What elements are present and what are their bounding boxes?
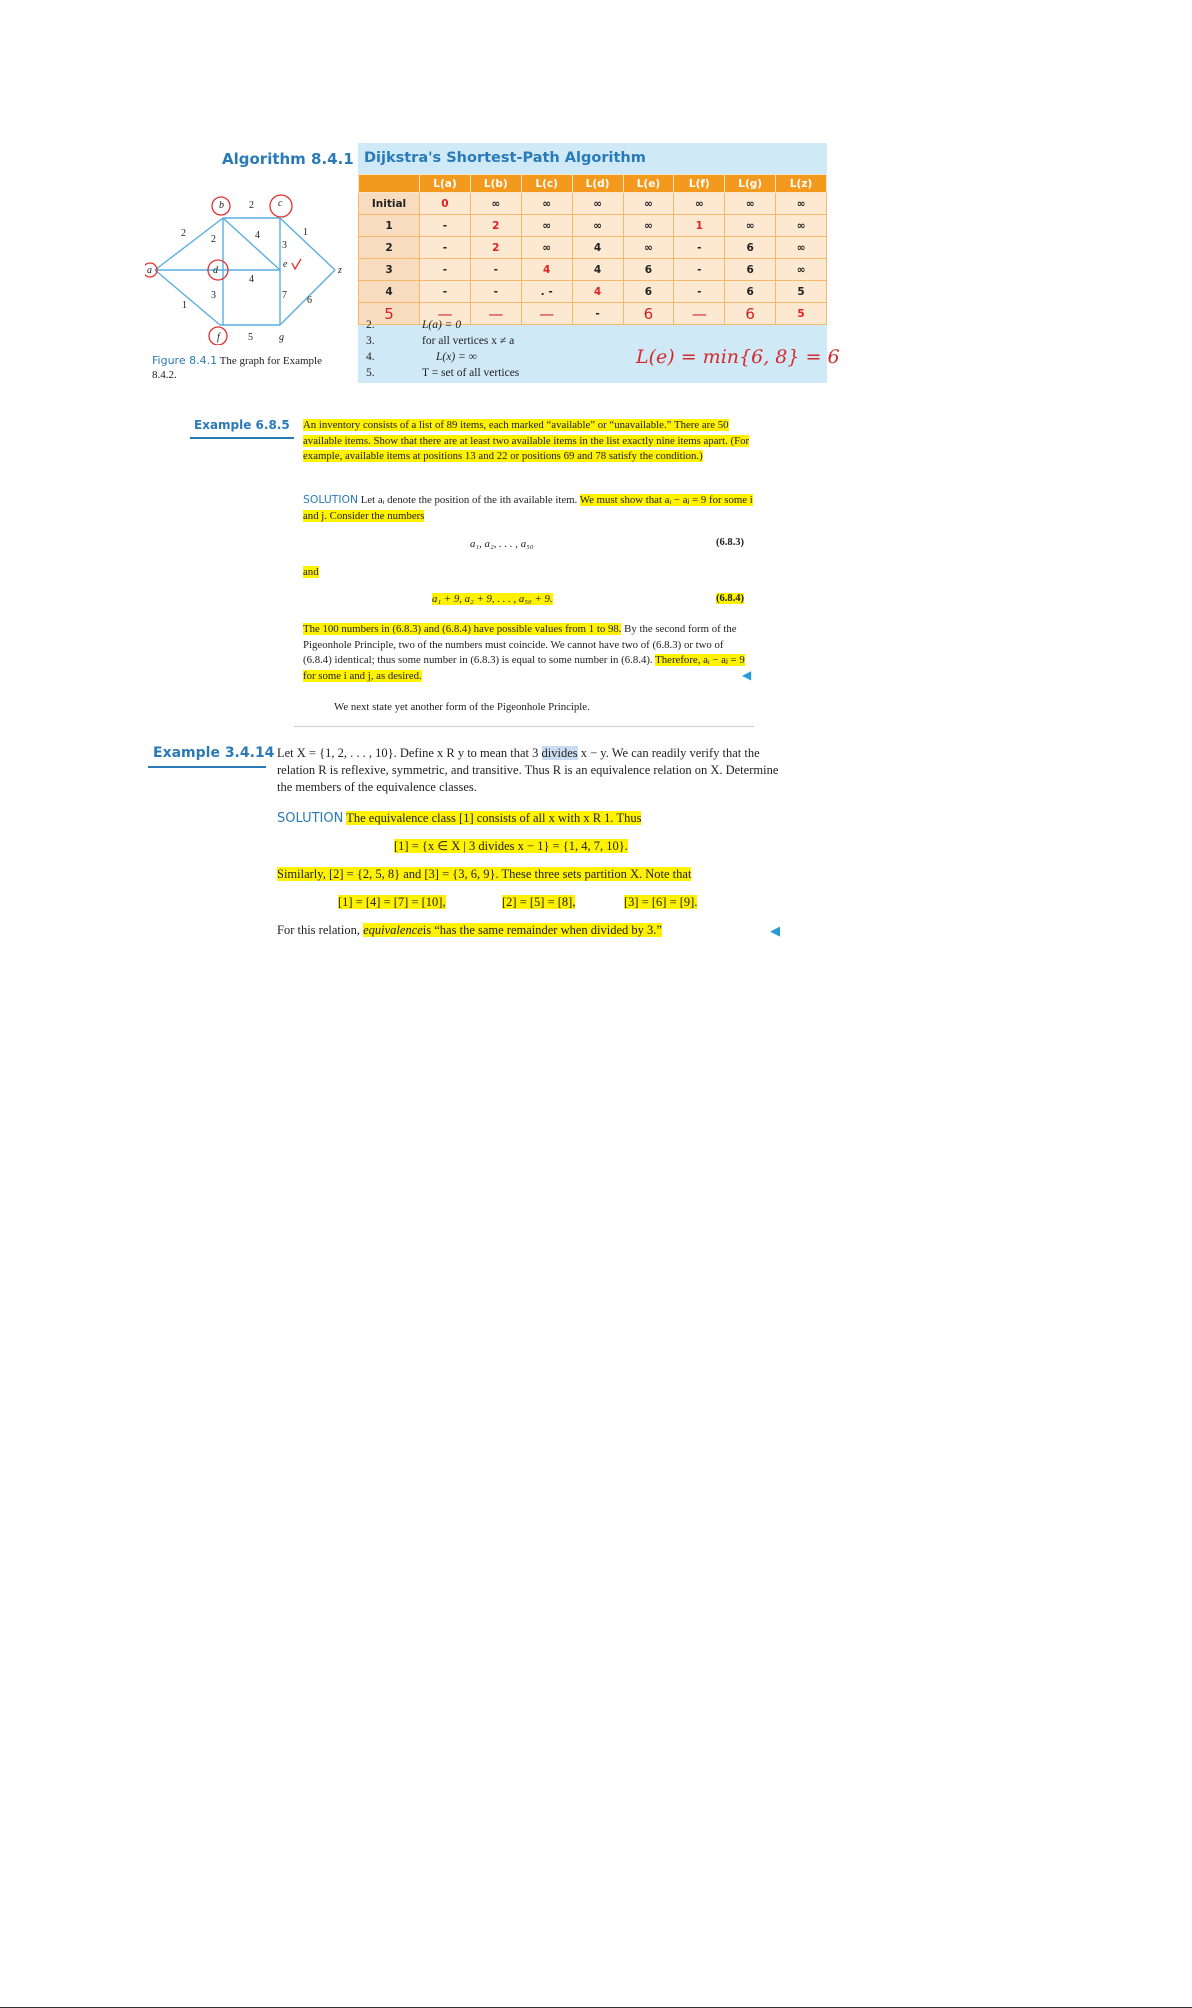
- vertex-e: e: [283, 259, 288, 270]
- example-3414-rule: [148, 766, 266, 768]
- table-cell: 6: [725, 303, 776, 325]
- example-3414-solution: [277, 810, 641, 827]
- table-cell: —: [470, 303, 521, 325]
- row-label: 2: [359, 237, 420, 259]
- table-cell: -: [674, 281, 725, 303]
- vertex-b: b: [219, 200, 224, 211]
- step-2-text: L(a) = 0: [422, 319, 462, 331]
- table-cell: ∞: [572, 193, 623, 215]
- final-part-a: For this relation,: [277, 923, 360, 937]
- svg-text:1: 1: [182, 300, 187, 311]
- solution-intro: Let aᵢ denote the position of the ith available item.: [360, 494, 578, 506]
- table-cell: -: [674, 237, 725, 259]
- table-cell: ∞: [521, 193, 572, 215]
- and-text: and: [303, 566, 319, 578]
- equation-class-3-eq: [3] = [6] = [9].: [624, 895, 698, 909]
- svg-text:1: 1: [303, 227, 308, 238]
- table-cell: 0: [420, 193, 471, 215]
- row-label: 4: [359, 281, 420, 303]
- step-3-num: 3.: [366, 335, 375, 347]
- table-row: [359, 215, 827, 237]
- handwritten-note: L(e) = min{6, 8} = 6: [636, 346, 840, 368]
- table-cell: ∞: [725, 215, 776, 237]
- vertex-d: d: [213, 265, 218, 276]
- equation-class-1-eq: [1] = [4] = [7] = [10],: [338, 895, 446, 909]
- similarly-statement: Similarly, [2] = {2, 5, 8} and [3] = {3, 6, 9}. These three sets partition X. Note that: [277, 867, 692, 881]
- table-cell: ∞: [623, 237, 674, 259]
- vertex-c: c: [278, 198, 283, 209]
- final-statement: [277, 922, 662, 939]
- next-statement: We next state yet another form of the Pigeonhole Principle.: [334, 701, 590, 713]
- problem-selected-word: divides: [541, 746, 578, 760]
- svg-text:2: 2: [249, 200, 254, 211]
- table-row: [359, 237, 827, 259]
- vertex-a: a: [147, 265, 152, 276]
- table-cell: ∞: [521, 237, 572, 259]
- svg-text:3: 3: [282, 240, 287, 251]
- step-5-text: T = set of all vertices: [422, 367, 520, 379]
- equation-683-number: (6.8.3): [716, 537, 744, 548]
- table-cell: 2: [470, 237, 521, 259]
- table-cell: ∞: [776, 193, 827, 215]
- table-cell: -: [420, 215, 471, 237]
- solution-label-3414: SOLUTION: [277, 811, 344, 826]
- example-685-label: Example 6.8.5: [194, 418, 290, 432]
- dijkstra-table: [358, 174, 827, 325]
- table-header-row: [359, 175, 827, 193]
- column-header-8: L(z): [776, 175, 827, 193]
- table-cell: ∞: [572, 215, 623, 237]
- section-divider: [294, 726, 754, 727]
- table-cell: 6: [725, 237, 776, 259]
- table-cell: ∞: [725, 193, 776, 215]
- algorithm-name: Dijkstra's Shortest-Path Algorithm: [364, 150, 646, 166]
- row-label: 5: [359, 303, 420, 325]
- example-685-solution: [303, 492, 753, 524]
- table-cell: 6: [623, 281, 674, 303]
- example-3414-label: Example 3.4.14: [153, 745, 275, 761]
- svg-text:4: 4: [255, 230, 260, 241]
- paragraph-body: By the second form of the Pigeonhole Principle, two of the numbers must coincide. We cannot have two of (6.8.3) or two of (6.8.4) identical; thus some number in (6.8.3) is equal to some number in (6.8.4).: [303, 623, 737, 666]
- table-cell: ∞: [470, 193, 521, 215]
- paragraph-conclusion: Therefore, aᵢ − aⱼ = 9 for some i and j, as desired.: [303, 654, 745, 682]
- equation-683: a₁, a₂, . . . , a₅₀: [470, 538, 534, 550]
- column-header-6: L(f): [674, 175, 725, 193]
- table-cell: —: [521, 303, 572, 325]
- table-row: [359, 281, 827, 303]
- column-header-3: L(c): [521, 175, 572, 193]
- table-cell: -: [674, 259, 725, 281]
- algorithm-title: Algorithm 8.4.1: [222, 150, 354, 168]
- table-cell: 6: [725, 259, 776, 281]
- example-3414-problem: [277, 745, 779, 796]
- equation-class-2-eq: [2] = [5] = [8],: [502, 895, 576, 909]
- table-row: [359, 193, 827, 215]
- table-cell: 4: [521, 259, 572, 281]
- figure-caption-label: Figure 8.4.1: [152, 354, 218, 367]
- table-cell: —: [420, 303, 471, 325]
- table-cell: ∞: [521, 215, 572, 237]
- vertex-f: f: [217, 332, 220, 343]
- table-cell: 6: [623, 303, 674, 325]
- table-cell: -: [572, 303, 623, 325]
- equation-684: a₁ + 9, a₂ + 9, . . . , a₅₀ + 9.: [432, 593, 553, 605]
- figure-caption: [152, 354, 322, 382]
- table-cell: ∞: [674, 193, 725, 215]
- figure-caption-text: The graph for Example 8.4.2.: [152, 355, 322, 381]
- table-cell: ∞: [776, 215, 827, 237]
- table-cell: -: [420, 281, 471, 303]
- step-3-text: for all vertices x ≠ a: [422, 335, 515, 347]
- solution-label: SOLUTION: [303, 493, 359, 506]
- problem-part-b: x − y. We can readily verify that the relation R is reflexive, symmetric, and transitive. Thus R is an equivalence relation on X. Determine the members of the equivalence classes.: [277, 746, 779, 794]
- table-cell: -: [470, 281, 521, 303]
- row-label: 3: [359, 259, 420, 281]
- column-header-2: L(b): [470, 175, 521, 193]
- paragraph-highlight: The 100 numbers in (6.8.3) and (6.8.4) have possible values from 1 to 98.: [303, 623, 622, 635]
- table-row: [359, 259, 827, 281]
- row-label: 1: [359, 215, 420, 237]
- graph-figure: [145, 190, 355, 345]
- table-cell: -: [420, 237, 471, 259]
- column-header-1: L(a): [420, 175, 471, 193]
- table-cell: 6: [623, 259, 674, 281]
- step-2-num: 2.: [366, 319, 375, 331]
- table-cell: 4: [572, 259, 623, 281]
- solution-text-3414: The equivalence class [1] consists of all x with x R 1. Thus: [346, 811, 642, 825]
- svg-text:2: 2: [181, 228, 186, 239]
- example-685-paragraph: [303, 622, 753, 684]
- svg-text:3: 3: [211, 290, 216, 301]
- table-cell: 1: [674, 215, 725, 237]
- equation-684-number: (6.8.4): [716, 593, 744, 604]
- step-4-num: 4.: [366, 351, 375, 363]
- table-cell: ∞: [776, 259, 827, 281]
- svg-text:7: 7: [282, 290, 287, 301]
- row-label: Initial: [359, 193, 420, 215]
- equation-class-1: [1] = {x ∈ X | 3 divides x − 1} = {1, 4, 7, 10}.: [394, 839, 628, 853]
- final-highlight: is “has the same remainder when divided by 3.”: [422, 923, 662, 937]
- table-cell: 5: [776, 303, 827, 325]
- step-5-num: 5.: [366, 367, 375, 379]
- table-cell: 4: [572, 237, 623, 259]
- table-cell: —: [674, 303, 725, 325]
- table-cell: -: [470, 259, 521, 281]
- table-cell: 6: [725, 281, 776, 303]
- final-emphasis: equivalence: [363, 923, 423, 937]
- column-header-4: L(d): [572, 175, 623, 193]
- table-cell: ∞: [776, 237, 827, 259]
- example-685-problem: [303, 418, 753, 465]
- svg-text:5: 5: [248, 332, 253, 343]
- end-marker-icon: ◀: [742, 668, 752, 682]
- problem-text: An inventory consists of a list of 89 items, each marked “available” or “unavailable.” There are 50 available items. Show that there are at least two available items in the list exactly nine items apart. (For example, available items at positions 13 and 22 or positions 69 and 78 satisfy the condition.): [303, 419, 750, 462]
- table-cell: 2: [470, 215, 521, 237]
- column-header-0: [359, 175, 420, 193]
- table-cell: -: [420, 259, 471, 281]
- step-4-text: L(x) = ∞: [436, 351, 477, 363]
- column-header-5: L(e): [623, 175, 674, 193]
- svg-text:6: 6: [307, 295, 312, 306]
- table-cell: 5: [776, 281, 827, 303]
- table-cell: ∞: [623, 193, 674, 215]
- end-marker-icon-2: ◀: [770, 923, 780, 938]
- table-cell: 4: [572, 281, 623, 303]
- example-685-rule: [190, 437, 294, 439]
- svg-text:4: 4: [249, 274, 254, 285]
- vertex-z: z: [338, 265, 342, 276]
- problem-part-a: Let X = {1, 2, . . . , 10}. Define x R y to mean that 3: [277, 746, 539, 760]
- table-cell: . -: [521, 281, 572, 303]
- column-header-7: L(g): [725, 175, 776, 193]
- table-cell: ∞: [623, 215, 674, 237]
- svg-text:2: 2: [211, 234, 216, 245]
- vertex-g: g: [279, 332, 284, 343]
- solution-intro-highlight: We must show that aᵢ − aⱼ = 9 for some i and j. Consider the numbers: [303, 494, 753, 522]
